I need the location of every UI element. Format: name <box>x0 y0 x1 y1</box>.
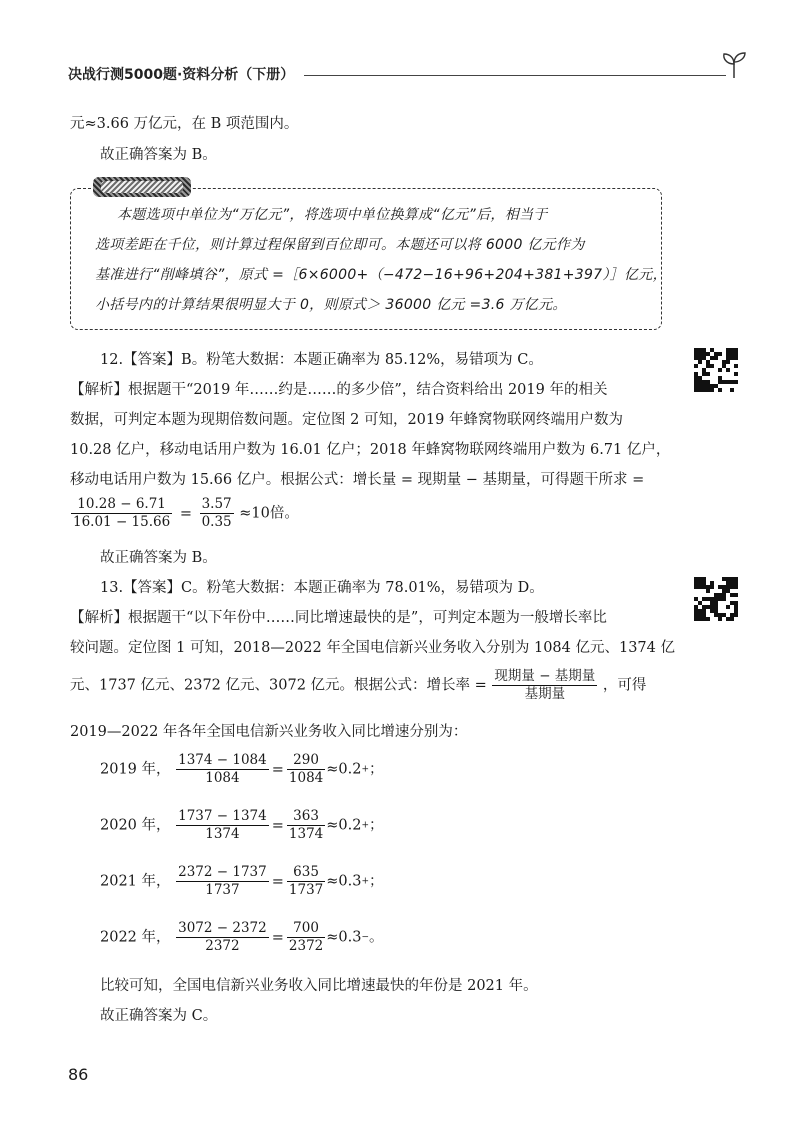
denominator: 基期量 <box>524 686 566 702</box>
running-header <box>68 60 748 90</box>
tip-line: 本题选项中单位为“万亿元”，将选项中单位换算成“亿元”后，相当于 <box>117 207 548 223</box>
equals-sign: = <box>271 929 284 946</box>
denominator: 16.01 − 15.66 <box>73 514 171 530</box>
sign: + <box>361 764 370 775</box>
fraction <box>287 864 325 899</box>
line-text: 元、1737 亿元、2372 亿元、3072 亿元。根据公式：增长率 = <box>70 677 487 694</box>
intro-conclusion: 故正确答案为 B。 <box>100 147 217 163</box>
fraction <box>176 752 269 787</box>
growth-rate-fraction <box>492 668 597 703</box>
numerator: 现期量 − 基期量 <box>494 668 596 684</box>
year-calc-row <box>100 920 384 955</box>
numerator: 3.57 <box>201 496 232 512</box>
header-rule <box>304 75 726 76</box>
numerator: 2372 − 1737 <box>178 864 267 880</box>
numerator: 10.28 − 6.71 <box>71 496 172 514</box>
fraction <box>200 496 234 531</box>
tip-banner-graphic <box>93 177 191 197</box>
q12-analysis-line: 数据，可判定本题为现期倍数问题。定位图 2 可知，2019 年蜂窝物联网终端用户数为 <box>70 412 623 428</box>
year-calc-row <box>100 808 384 843</box>
year-label: 2022 年， <box>100 929 171 946</box>
year-label: 2019 年， <box>100 761 171 778</box>
q12-analysis-line: 10.28 亿户，移动电话用户数为 16.01 亿户；2018 年蜂窝物联网终端用户数为 6.71 亿户， <box>70 442 671 458</box>
denominator: 2372 <box>288 938 324 954</box>
q13-comparison: 比较可知，全国电信新兴业务收入同比增速最快的年份是 2021 年。 <box>100 978 538 994</box>
tip-box <box>70 188 667 330</box>
punctuation: ； <box>369 761 384 778</box>
denominator: 2372 <box>205 938 240 954</box>
numerator: 1374 − 1084 <box>178 752 267 768</box>
fraction <box>71 496 172 531</box>
year-calc-row <box>100 752 384 787</box>
year-label: 2020 年， <box>100 817 171 834</box>
q12-formula <box>70 496 299 531</box>
denominator: 0.35 <box>201 514 232 530</box>
fraction <box>287 920 325 955</box>
equals-sign: = <box>271 817 284 834</box>
result: ≈0.3 <box>326 873 362 890</box>
denominator: 1374 <box>288 826 324 842</box>
denominator: 1084 <box>288 770 324 786</box>
tip-line: 基准进行“削峰填谷”，原式 =［6×6000+（−472−16+96+204+381+397）］亿元， <box>95 267 667 283</box>
numerator: 700 <box>287 920 325 938</box>
approx-result: ≈10倍。 <box>239 505 299 522</box>
fraction <box>287 808 325 843</box>
q13-analysis-line: 2019—2022 年各年全国电信新兴业务收入同比增速分别为： <box>70 724 468 740</box>
denominator: 1084 <box>205 770 240 786</box>
punctuation: ； <box>369 873 384 890</box>
year-calc-row <box>100 864 384 899</box>
punctuation: 。 <box>369 929 384 946</box>
numerator: 635 <box>287 864 325 882</box>
fraction <box>176 808 269 843</box>
fraction <box>176 920 269 955</box>
equals-sign: = <box>179 505 192 522</box>
tip-line: 小括号内的计算结果很明显大于 0，则原式＞ 36000 亿元 =3.6 万亿元。 <box>95 297 567 313</box>
page-number: 86 <box>68 1065 89 1084</box>
punctuation: ； <box>369 817 384 834</box>
q12-analysis-line: 移动电话用户数为 15.66 亿户。根据公式：增长量 = 现期量 − 基期量，可得题干所求 = <box>70 472 645 488</box>
q12-answer: 12.【答案】B。粉笔大数据：本题正确率为 85.12%，易错项为 C。 <box>100 352 543 368</box>
q12-conclusion: 故正确答案为 B。 <box>100 550 217 566</box>
qr-code-icon[interactable] <box>694 348 738 392</box>
result: ≈0.3 <box>326 929 362 946</box>
equals-sign: = <box>271 761 284 778</box>
result: ≈0.2 <box>326 761 362 778</box>
intro-line: 元≈3.66 万亿元，在 B 项范围内。 <box>70 116 299 132</box>
denominator: 1737 <box>205 882 240 898</box>
q13-analysis-line: 【解析】根据题干“以下年份中……同比增速最快的是”，可判定本题为一般增长率比 <box>70 610 607 626</box>
q13-formula-line <box>70 668 646 703</box>
sign: + <box>361 820 370 831</box>
book-title: 决战行测5000题·资料分析（下册） <box>68 67 295 83</box>
fraction <box>287 752 325 787</box>
numerator: 1737 − 1374 <box>178 808 267 824</box>
sign: + <box>361 876 370 887</box>
year-label: 2021 年， <box>100 873 171 890</box>
qr-code-icon[interactable] <box>694 577 738 621</box>
numerator: 363 <box>287 808 325 826</box>
equals-sign: = <box>271 873 284 890</box>
sign: − <box>361 932 370 943</box>
fraction <box>176 864 269 899</box>
line-text: ，可得 <box>602 677 647 694</box>
denominator: 1737 <box>288 882 324 898</box>
q13-answer: 13.【答案】C。粉笔大数据：本题正确率为 78.01%，易错项为 D。 <box>100 580 544 596</box>
tip-line: 选项差距在千位，则计算过程保留到百位即可。本题还可以将 6000 亿元作为 <box>95 237 585 253</box>
numerator: 290 <box>287 752 325 770</box>
numerator: 3072 − 2372 <box>178 920 267 936</box>
result: ≈0.2 <box>326 817 362 834</box>
denominator: 1374 <box>205 826 240 842</box>
q13-conclusion: 故正确答案为 C。 <box>100 1008 218 1024</box>
sprout-icon <box>720 50 748 80</box>
q12-analysis-line: 【解析】根据题干“2019 年……约是……的多少倍”，结合资料给出 2019 年的相关 <box>70 382 608 398</box>
q13-analysis-line: 较问题。定位图 1 可知，2018—2022 年全国电信新兴业务收入分别为 1084 亿元、1374 亿 <box>70 640 675 656</box>
